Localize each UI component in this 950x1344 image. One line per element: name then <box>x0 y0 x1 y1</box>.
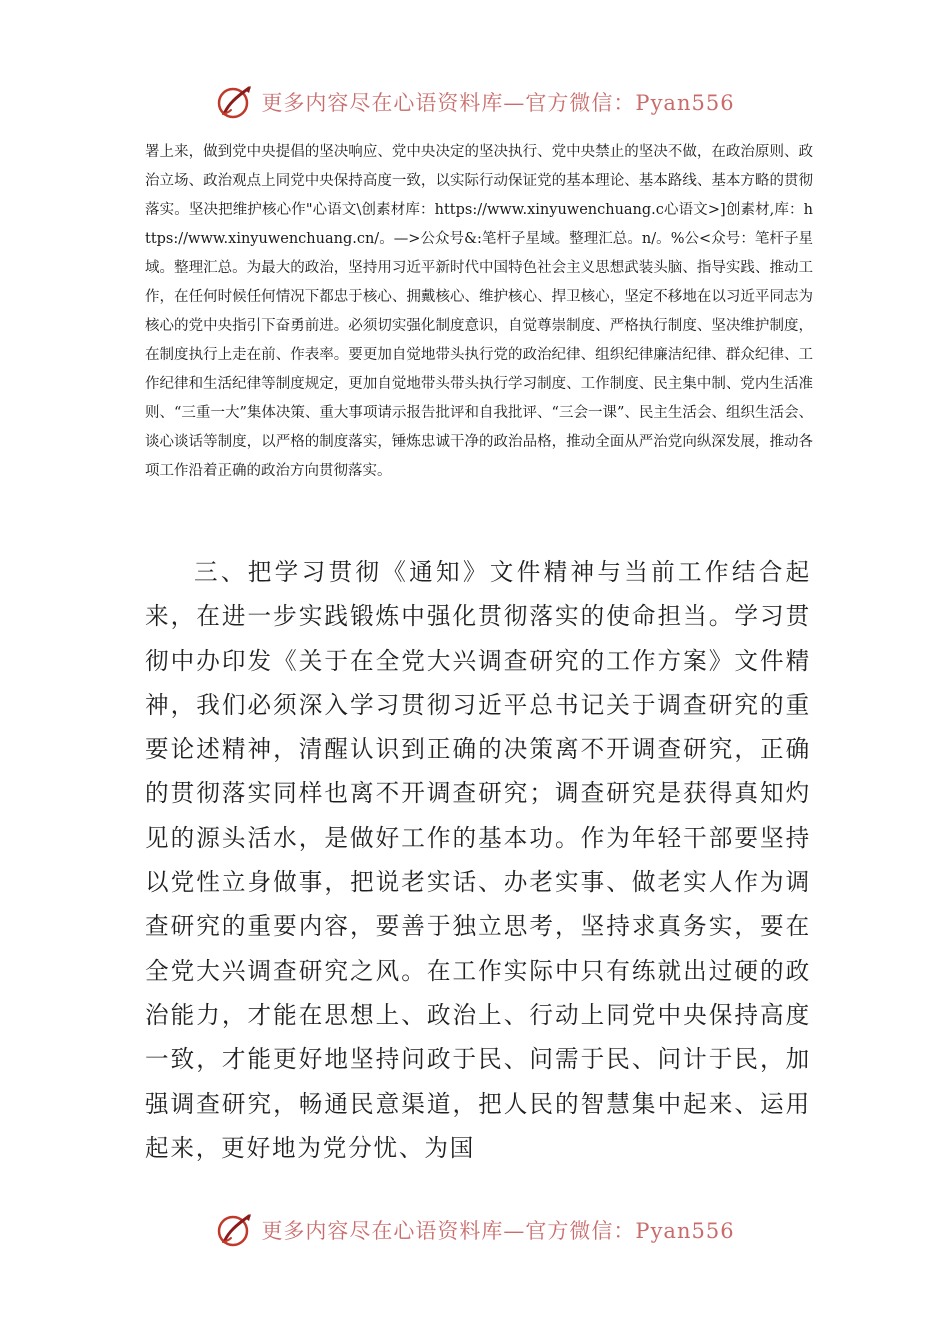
footer-banner <box>0 1208 950 1252</box>
header-banner <box>0 80 950 124</box>
pen-logo-icon <box>215 1210 255 1250</box>
body-main-paragraph: 三、把学习贯彻《通知》文件精神与当前工作结合起来，在进一步实践锻炼中强化贯彻落实的使命担当。学习贯彻中办印发《关于在全党大兴调查研究的工作方案》文件精神，我们必须深入学习贯彻习近平总书记关于调查研究的重要论述精神，清醒认识到正确的决策离不开调查研究，正确的贯彻落实同样也离不开调查研究；调查研究是获得真知灼见的源头活水，是做好工作的基本功。作为年轻干部要坚持以党性立身做事，把说老实话、办老实事、做老实人作为调查研究的重要内容，要善于独立思考，坚持求真务实，要在全党大兴调查研究之风。在工作实际中只有练就出过硬的政治能力，才能在思想上、政治上、行动上同党中央保持高度一致，才能更好地坚持问政于民、问需于民、问计于民，加强调查研究，畅通民意渠道，把人民的智慧集中起来、运用起来，更好地为党分忧、为国 <box>145 558 811 1162</box>
header-banner-text: 更多内容尽在心语资料库—官方微信：Pyan556 <box>261 91 735 115</box>
body-small-paragraph: 署上来，做到党中央提倡的坚决响应、党中央决定的坚决执行、党中央禁止的坚决不做，在政治原则、政治立场、政治观点上同党中央保持高度一致，以实际行动保证党的基本理论、基本路线、基本方略的贯彻落实。坚决把维护核心作"心语文\创素材库：https://www.xinyuwenchuang.c心语文>]创素材,库：https://www.xinyuwenchuang.cn/。—>公众号&:笔杆子星域。整理汇总。n/。%公<众号：笔杆子星域。整理汇总。为最大的政治，坚持用习近平新时代中国特色社会主义思想武装头脑、指导实践、推动工作，在任何时候任何情况下都忠于核心、拥戴核心、维护核心、捍卫核心，坚定不移地在以习近平同志为核心的党中央指引下奋勇前进。必须切实强化制度意识，自觉尊崇制度、严格执行制度、坚决维护制度，在制度执行上走在前、作表率。要更加自觉地带头执行党的政治纪律、组织纪律廉洁纪律、群众纪律、工作纪律和生活纪律等制度规定，更加自觉地带头带头执行学习制度、工作制度、民主集中制、党内生活准则、“三重一大”集体决策、重大事项请示报告批评和自我批评、“三会一课”、民主生活会、组织生活会、谈心谈话等制度，以严格的制度落实，锤炼忠诚干净的政治品格，推动全面从严治党向纵深发展，推动各项工作沿着正确的政治方向贯彻落实。 <box>145 144 813 479</box>
footer-banner-text: 更多内容尽在心语资料库—官方微信：Pyan556 <box>261 1219 735 1243</box>
pen-logo-icon <box>215 82 255 122</box>
